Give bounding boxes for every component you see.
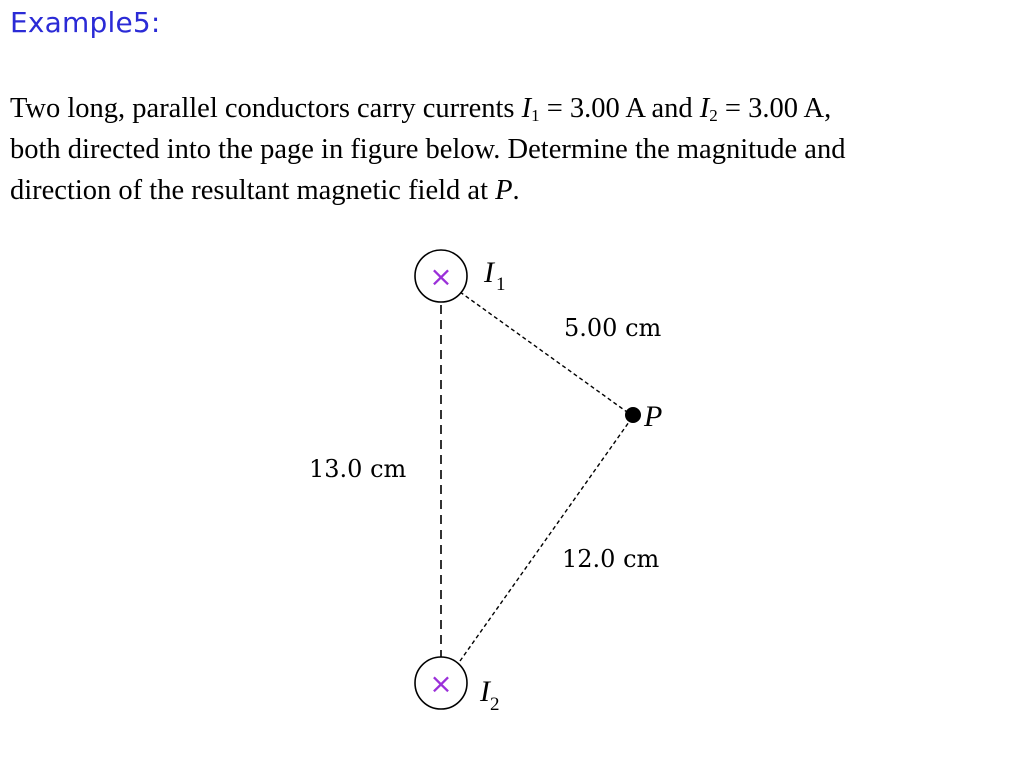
wire-1-label-subscript: 1 — [496, 274, 506, 295]
problem-text: . — [512, 175, 520, 206]
problem-line-2: both directed into the page in figure below. Determine the magnitude and — [10, 134, 846, 165]
wire-1 — [415, 250, 467, 302]
wire-2 — [415, 657, 467, 709]
problem-text: = 3.00 A, — [717, 93, 832, 124]
wire-2-cross-icon: × — [429, 667, 453, 700]
current-1-subscript: 1 — [531, 106, 540, 125]
current-1-symbol: I — [521, 93, 532, 124]
current-2-subscript: 2 — [709, 106, 718, 125]
wire-2-label-subscript: 2 — [490, 694, 500, 715]
problem-text: direction of the resultant magnetic field at — [10, 175, 496, 206]
distance-label-wire2-p: 12.0 cm — [562, 545, 660, 573]
wire-2-label: I — [480, 675, 490, 708]
wire-1-cross-icon: × — [429, 260, 453, 293]
distance-label-wire1-wire2: 13.0 cm — [309, 455, 407, 483]
point-p-dot — [625, 407, 641, 423]
example-title: Example5: — [10, 6, 161, 39]
problem-text: = 3.00 A and — [539, 93, 700, 124]
distance-line-wire2-p — [460, 422, 629, 661]
current-2-symbol: I — [699, 93, 710, 124]
wire-1-label: I — [484, 256, 494, 289]
distance-line-wire1-p — [460, 292, 627, 412]
distance-label-wire1-p: 5.00 cm — [564, 314, 662, 342]
point-p-symbol: P — [495, 175, 513, 206]
point-p-label: P — [644, 400, 663, 433]
problem-text: Two long, parallel conductors carry currents — [10, 93, 522, 124]
